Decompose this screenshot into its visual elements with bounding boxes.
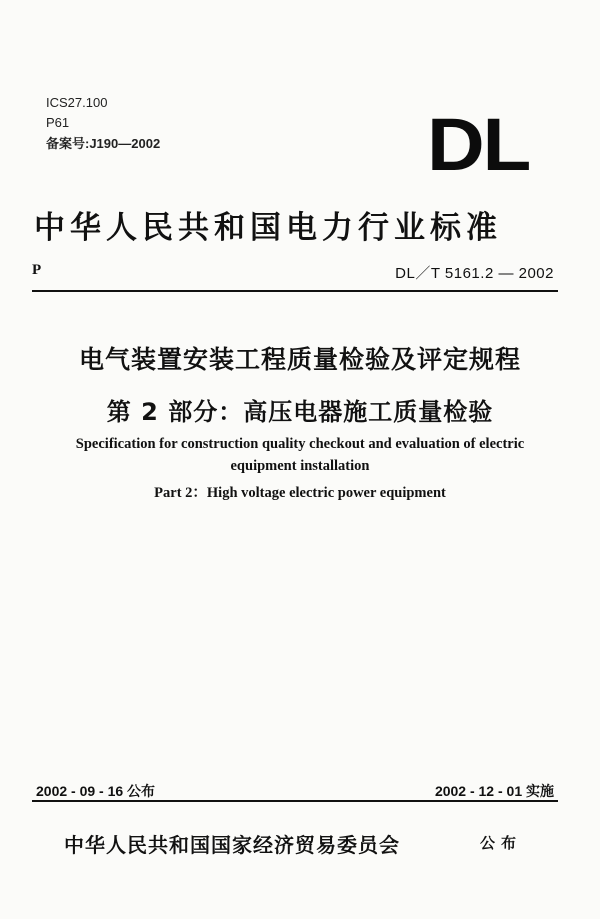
title-en-line2: equipment installation bbox=[230, 458, 370, 474]
standard-code: DL／T 5161.2 — 2002 bbox=[395, 265, 554, 282]
dl-logo: DL bbox=[427, 103, 530, 186]
classification-letter: P bbox=[32, 262, 42, 278]
title-cn-line2: 第 2 部分：高压电器施工质量检验 bbox=[106, 398, 494, 426]
title-en-line1: Specification for construction quality checkout and evaluation of electric bbox=[75, 436, 525, 452]
top-divider bbox=[32, 290, 558, 292]
issuer-action: 公布 bbox=[480, 834, 523, 852]
standard-category-title: 中华人民共和国电力行业标准 bbox=[34, 210, 502, 246]
publish-date: 2002 - 09 - 16 公布 bbox=[36, 783, 156, 799]
title-en-line3: Part 2：High voltage electric power equipment bbox=[154, 485, 446, 501]
ics-code: ICS27.100 bbox=[46, 95, 108, 110]
record-number: 备案号:J190—2002 bbox=[46, 136, 161, 151]
title-cn-line1: 电气装置安装工程质量检验及评定规程 bbox=[78, 345, 521, 374]
issuing-authority: 中华人民共和国国家经济贸易委员会 bbox=[64, 833, 400, 857]
implementation-date: 2002 - 12 - 01 实施 bbox=[434, 783, 554, 799]
class-code: P61 bbox=[46, 115, 70, 130]
bottom-divider bbox=[32, 800, 558, 802]
